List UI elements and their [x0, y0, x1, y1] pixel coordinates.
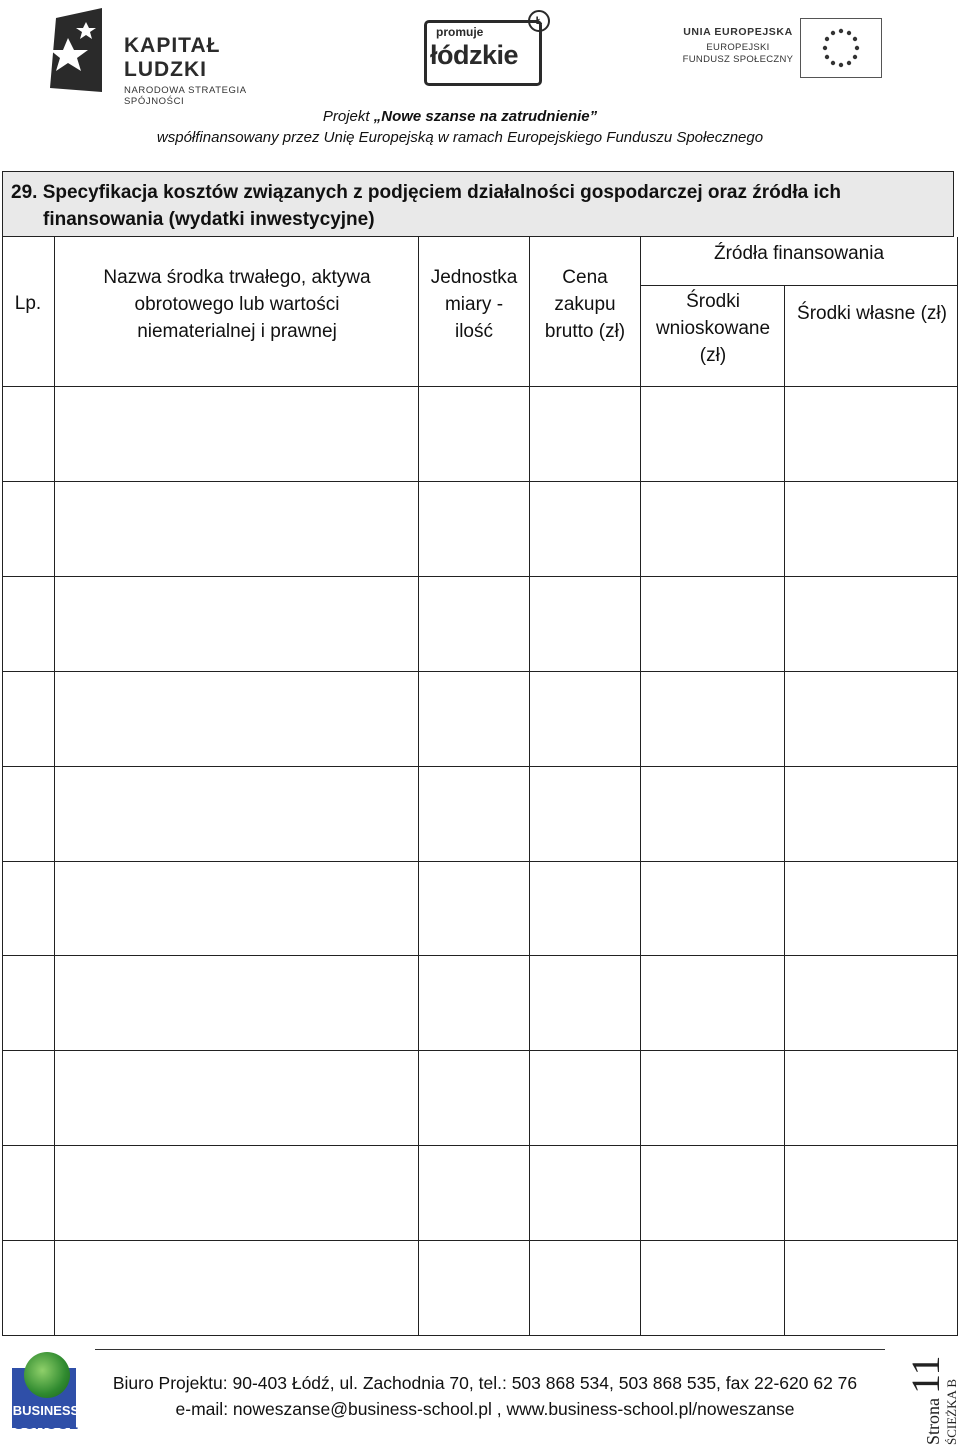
table-row-line — [2, 766, 958, 767]
header-name: Nazwa środka trwałego, aktywa obrotowego lub wartości niematerialnej i prawnej — [103, 267, 371, 342]
lodzkie-main-text: łódzkie — [430, 40, 519, 70]
table-row-line — [2, 1050, 958, 1051]
globe-icon — [24, 1352, 70, 1398]
project-name: „Nowe szanse na zatrudnienie” — [373, 108, 598, 125]
bs-logo-line2: SCHOOL — [13, 1416, 79, 1433]
kapital-ludzki-logo — [48, 8, 308, 107]
kapital-ludzki-subtitle: NARODOWA STRATEGIA SPÓJNOŚCI — [124, 85, 247, 107]
section-heading — [2, 171, 954, 237]
header-bottom-line — [2, 386, 958, 387]
ue-line3: FUNDUSZ SPOŁECZNY — [682, 54, 794, 65]
promuje-lodzkie-logo — [422, 10, 548, 84]
unia-europejska-logo — [682, 18, 882, 78]
header-sources: Źródła finansowania — [713, 243, 885, 264]
header-lp: Lp. — [14, 293, 42, 314]
header-own: Środki własne (zł) — [797, 303, 947, 324]
lodzkie-top-text: promuje — [436, 25, 484, 39]
col-divider — [529, 237, 530, 1335]
footer-address: Biuro Projektu: 90-403 Łódź, ul. Zachodnia 70, tel.: 503 868 534, 503 868 535, fax 22-620 62 76 — [112, 1373, 858, 1393]
table-row-line — [2, 481, 958, 482]
col-divider — [418, 237, 419, 1335]
path-label: ŚCIEŻKA B — [944, 1378, 959, 1445]
col-divider — [784, 285, 785, 1335]
section-title-line1: 29. Specyfikacja kosztów związanych z podjęciem działalności gospodarczej oraz źródła ich — [11, 182, 841, 203]
table-row-line — [2, 1335, 958, 1336]
footer-contact — [80, 1370, 890, 1422]
header-unit: Jednostka miary - ilość — [430, 267, 518, 342]
header-price: Cena zakupu brutto (zł) — [544, 267, 626, 342]
table-row-line — [2, 955, 958, 956]
project-title-line — [0, 106, 920, 127]
page-number — [902, 1355, 949, 1445]
lodzkie-badge: Ł — [528, 10, 550, 32]
ue-line2: EUROPEJSKI — [706, 42, 770, 53]
table-row-line — [2, 576, 958, 577]
kapital-ludzki-emblem — [48, 8, 110, 92]
table-row-line — [2, 671, 958, 672]
kapital-ludzki-title: KAPITAŁ LUDZKI — [124, 34, 221, 81]
business-school-logo — [10, 1352, 82, 1444]
sources-subheader-line — [640, 285, 958, 286]
table-row-line — [2, 1240, 958, 1241]
table-border-right — [957, 237, 958, 1335]
bs-logo-line1: BUSINESS — [12, 1403, 80, 1418]
table-row-line — [2, 861, 958, 862]
ue-line1: UNIA EUROPEJSKA — [683, 26, 793, 38]
footer-divider — [95, 1349, 885, 1350]
col-divider — [640, 237, 641, 1335]
page-label: Strona — [923, 1398, 943, 1445]
project-prefix: Projekt — [322, 108, 374, 125]
eu-flag-icon — [800, 18, 882, 78]
project-info — [0, 106, 920, 148]
section-title-line2: finansowania (wydatki inwestycyjne) — [43, 209, 375, 230]
header-requested: Środki wnioskowane (zł) — [655, 291, 771, 366]
table-row-line — [2, 1145, 958, 1146]
table-border-left — [2, 237, 3, 1335]
col-divider — [54, 237, 55, 1335]
cofinanced-line: współfinansowany przez Unię Europejską w ramach Europejskiego Funduszu Społecznego — [156, 129, 764, 146]
footer-email-web: e-mail: noweszanse@business-school.pl , www.business-school.pl/noweszanse — [175, 1399, 795, 1419]
page-number-value: 11 — [903, 1355, 948, 1394]
